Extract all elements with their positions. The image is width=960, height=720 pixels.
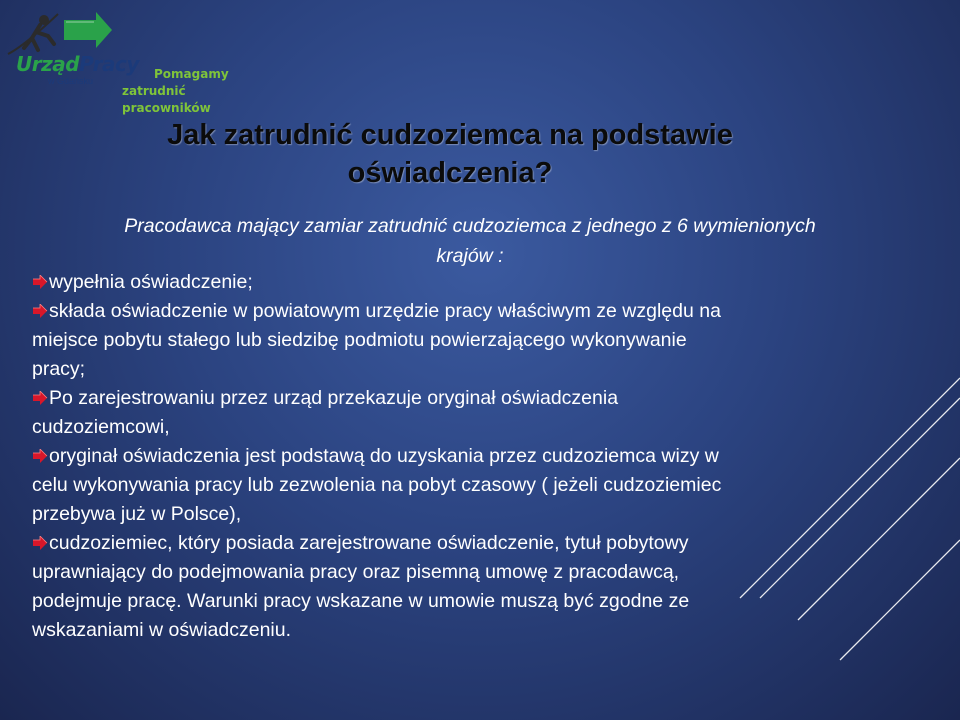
arrow-bullet-icon (32, 275, 48, 289)
logo-city: w Gdańsku (48, 76, 94, 86)
item-text-continued: miejsce pobytu stałego lub siedzibę podmiotu powierzającego wykonywanie (32, 329, 687, 351)
item-text: oryginał oświadczenia jest podstawą do uzyskania przez cudzoziemca wizy w (49, 445, 719, 467)
item-text-continued: przebywa już w Polsce), (32, 503, 242, 525)
logo-tagline (122, 66, 264, 117)
arrow-bullet-icon (32, 449, 48, 463)
slide-subtitle (30, 211, 910, 271)
tagline-line2: zatrudnić pracowników (122, 84, 211, 115)
list-item (32, 442, 892, 529)
item-text: składa oświadczenie w powiatowym urzędzie pracy właściwym ze względu na (49, 300, 721, 322)
tagline-line1: Pomagamy (154, 67, 229, 81)
urzad-pracy-logo (4, 8, 264, 115)
item-text: cudzoziemiec, który posiada zarejestrowane oświadczenie, tytuł pobytowy (49, 532, 689, 554)
list-item (32, 297, 892, 384)
list-item (32, 384, 892, 442)
bullet-list (32, 268, 892, 645)
list-item (32, 529, 892, 645)
arrow-bullet-icon (32, 536, 48, 550)
item-text-continued: pracy; (32, 358, 86, 380)
item-text-continued: cudzoziemcowi, (32, 416, 170, 438)
arrow-bullet-icon (32, 391, 48, 405)
logo-name-part2: Pracy (79, 52, 139, 76)
list-item (32, 268, 892, 297)
item-text-continued: podejmuje pracę. Warunki pracy wskazane w umowie muszą być zgodne ze (32, 590, 690, 612)
subtitle-line2: krajów : (436, 245, 504, 267)
logo-name (16, 52, 139, 76)
subtitle-line1: Pracodawca mający zamiar zatrudnić cudzoziemca z jednego z 6 wymienionych (124, 215, 816, 237)
title-line1: Jak zatrudnić cudzoziemca na podstawie (167, 119, 733, 151)
slide-title (40, 116, 860, 192)
item-text: wypełnia oświadczenie; (49, 271, 253, 293)
item-text: Po zarejestrowaniu przez urząd przekazuje oryginał oświadczenia (49, 387, 619, 409)
title-line2: oświadczenia? (347, 157, 553, 189)
logo-name-part1: Urząd (16, 52, 80, 76)
item-text-continued: celu wykonywania pracy lub zezwolenia na pobyt czasowy ( jeżeli cudzoziemiec (32, 474, 722, 496)
arrow-bullet-icon (32, 304, 48, 318)
item-text-continued: uprawniający do podejmowania pracy oraz pisemną umowę z pracodawcą, (32, 561, 680, 583)
item-text-continued: wskazaniami w oświadczeniu. (32, 619, 292, 641)
